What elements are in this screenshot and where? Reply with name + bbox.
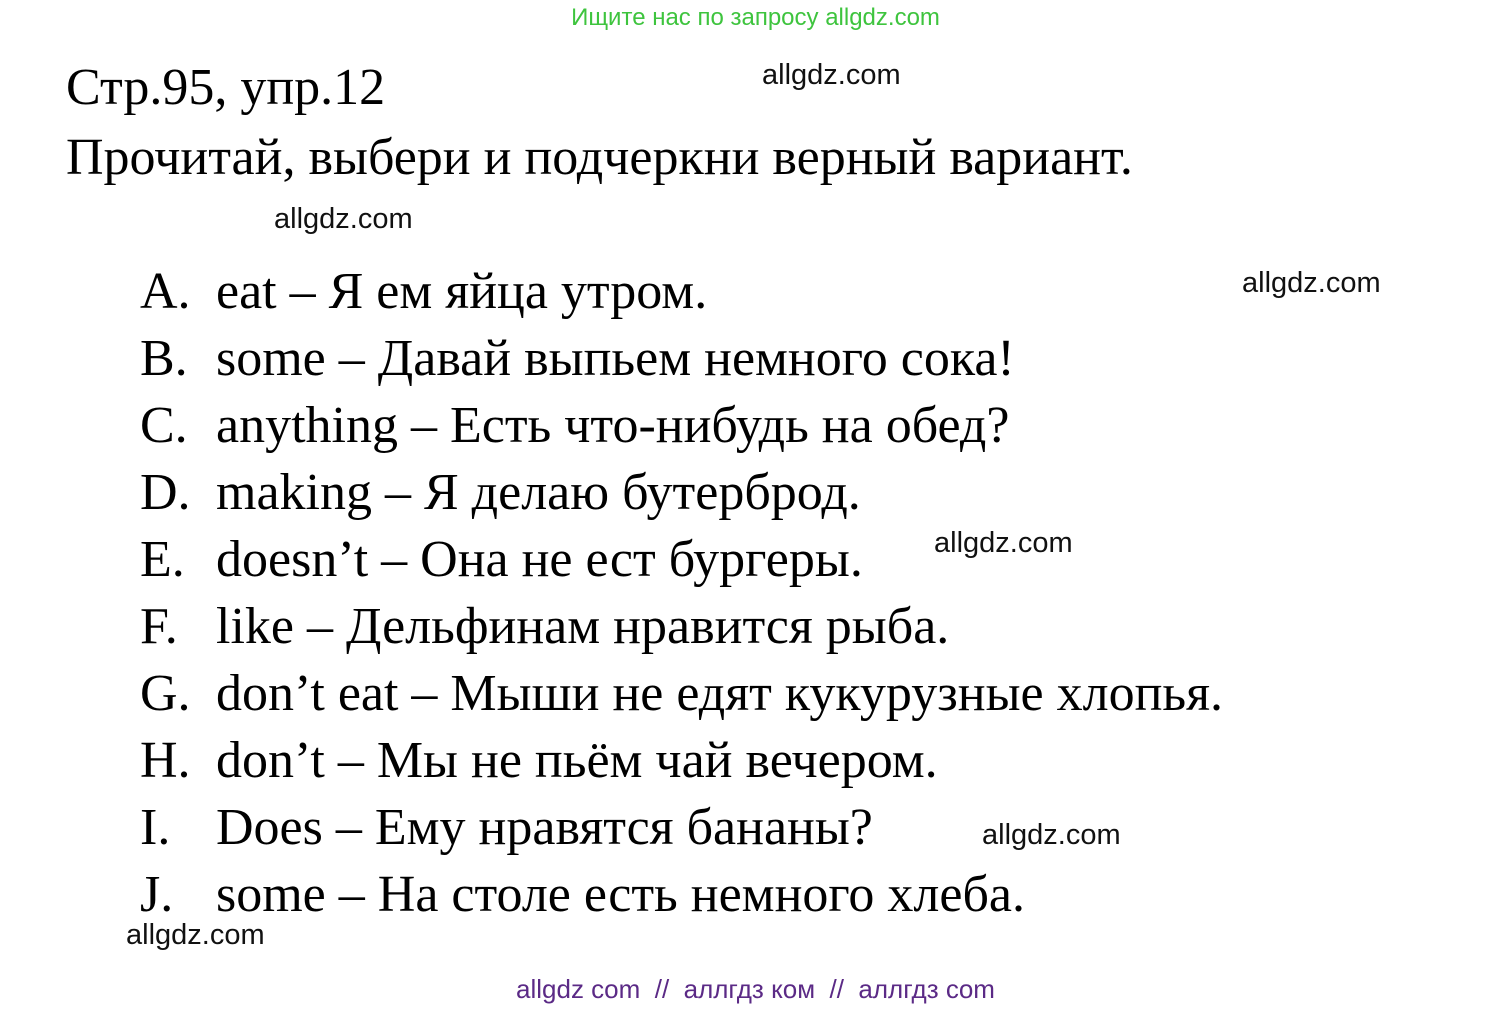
exercise-instruction: Прочитай, выбери и подчеркни верный вариант. bbox=[66, 129, 1133, 186]
answer-item bbox=[140, 392, 1223, 459]
answer-item bbox=[140, 593, 1223, 660]
page-title: Стр.95, упр.12 bbox=[66, 59, 386, 116]
answer-text: anything – Есть что-нибудь на обед? bbox=[216, 396, 1010, 454]
answer-letter: D. bbox=[140, 463, 191, 521]
watermark-text: allgdz.com bbox=[934, 527, 1073, 559]
answer-letter: F. bbox=[140, 597, 178, 655]
watermark-text: allgdz.com bbox=[274, 203, 413, 235]
watermark-text: allgdz.com bbox=[1242, 267, 1381, 299]
answer-letter: E. bbox=[140, 530, 185, 588]
answer-letter: B. bbox=[140, 329, 188, 387]
answer-item bbox=[140, 258, 1223, 325]
footer-watermark: allgdz com // аллгдз ком // аллгдз com bbox=[516, 974, 995, 1004]
answer-item bbox=[140, 325, 1223, 392]
answer-item bbox=[140, 727, 1223, 794]
answer-letter: H. bbox=[140, 731, 191, 789]
search-banner: Ищите нас по запросу allgdz.com bbox=[571, 4, 940, 31]
answer-text: some – На столе есть немного хлеба. bbox=[216, 865, 1025, 923]
answer-text: like – Дельфинам нравится рыба. bbox=[216, 597, 950, 655]
answer-text: some – Давай выпьем немного сока! bbox=[216, 329, 1015, 387]
answer-letter: C. bbox=[140, 396, 188, 454]
watermark-text: allgdz.com bbox=[126, 919, 265, 951]
answer-text: don’t – Мы не пьём чай вечером. bbox=[216, 731, 938, 789]
answer-letter: A. bbox=[140, 262, 191, 320]
answer-text: Does – Ему нравятся бананы? bbox=[216, 798, 873, 856]
answer-item bbox=[140, 660, 1223, 727]
answer-item bbox=[140, 459, 1223, 526]
answer-text: eat – Я ем яйца утром. bbox=[216, 262, 708, 320]
answer-text: making – Я делаю бутерброд. bbox=[216, 463, 861, 521]
watermark-text: allgdz.com bbox=[762, 59, 901, 91]
answer-text: don’t eat – Мыши не едят кукурузные хлопья. bbox=[216, 664, 1224, 722]
answer-letter: G. bbox=[140, 664, 191, 722]
answer-letter: J. bbox=[140, 865, 174, 923]
answer-text: doesn’t – Она не ест бургеры. bbox=[216, 530, 863, 588]
answer-item bbox=[140, 861, 1223, 928]
answer-letter: I. bbox=[140, 798, 171, 856]
watermark-text: allgdz.com bbox=[982, 819, 1121, 851]
